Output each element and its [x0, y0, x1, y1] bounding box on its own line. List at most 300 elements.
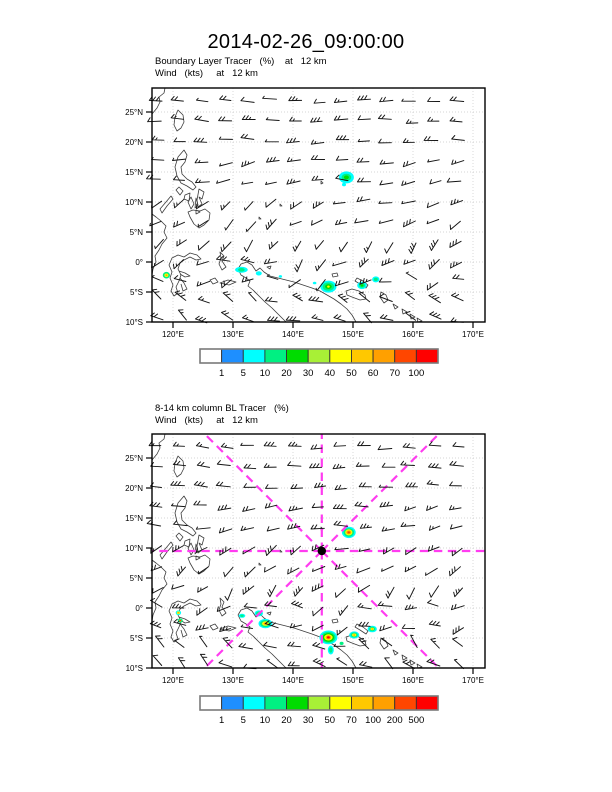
colorbar-cell — [287, 696, 309, 710]
colorbar-cell — [287, 349, 309, 363]
axis-ticks — [146, 112, 473, 328]
tracer-blob-contour — [327, 286, 330, 288]
colorbar-tick-label: 30 — [302, 715, 314, 726]
lat-label: 10°S — [125, 317, 143, 327]
wind-barb — [289, 442, 302, 446]
wind-barb — [379, 220, 393, 224]
coastline — [210, 624, 218, 630]
wind-barb — [333, 505, 346, 509]
wind-barb — [427, 220, 439, 224]
wind-barb — [171, 96, 183, 101]
colorbar-cell — [416, 696, 438, 710]
wind-barb — [177, 566, 186, 576]
wind-barb — [293, 293, 303, 301]
wind-barb — [196, 527, 210, 529]
wind-barb — [453, 275, 464, 280]
flight-track-layer — [152, 434, 485, 668]
wind-barb — [380, 181, 393, 185]
wind-barb — [266, 219, 276, 229]
wind-barb — [266, 182, 277, 184]
colorbar-tick-label: 5 — [240, 368, 246, 379]
coastline — [176, 533, 183, 541]
wind-barb — [335, 589, 345, 598]
wind-barb — [404, 219, 416, 227]
wind-barb — [264, 259, 276, 264]
wind-barb — [429, 294, 441, 303]
wind-barb — [430, 180, 441, 184]
tracer-blob-contour — [327, 636, 330, 638]
colorbar-tick-label: 1 — [218, 368, 225, 379]
coastline-layer — [152, 88, 422, 322]
wind-barb — [401, 523, 415, 527]
tracer-blob-contour — [238, 268, 245, 272]
wind-barb — [194, 482, 207, 488]
wind-barb — [264, 442, 276, 446]
wind-barb — [313, 567, 325, 572]
wind-barb — [335, 280, 348, 285]
wind-barb — [450, 240, 461, 248]
wind-barb — [171, 482, 185, 486]
wind-barb — [313, 643, 325, 650]
wind-barb — [264, 464, 276, 468]
wind-barb — [364, 242, 372, 253]
wind-barb — [174, 199, 184, 208]
colorbar — [200, 349, 438, 379]
tracer-blob-contour — [374, 278, 378, 281]
wind-barb — [452, 160, 464, 164]
colorbar-tick-label: 100 — [408, 368, 425, 379]
wind-barb — [316, 260, 326, 271]
lat-label: 20°N — [125, 483, 143, 493]
wind-barb — [311, 445, 322, 449]
wind-barb — [241, 134, 254, 139]
lon-label: 160°E — [402, 330, 424, 339]
colorbar-tick-label: 20 — [281, 368, 292, 379]
colorbar-tick-label: 40 — [324, 368, 336, 379]
wind-barb — [290, 117, 302, 121]
wind-barb — [406, 120, 418, 124]
wind-barb — [242, 116, 255, 120]
wind-barb — [263, 96, 277, 99]
wind-barb — [382, 527, 394, 531]
wind-barb — [194, 501, 207, 505]
wind-barb — [241, 97, 254, 102]
wind-barb — [244, 464, 256, 468]
wind-barb — [216, 482, 230, 487]
coastline — [174, 456, 184, 477]
lat-label: 20°N — [125, 137, 143, 147]
wind-barb — [197, 608, 207, 615]
wind-barb — [428, 117, 439, 121]
lon-label: 120°E — [162, 676, 184, 685]
wind-barb — [358, 116, 370, 120]
wind-barb — [311, 156, 324, 160]
colorbar-cell — [373, 696, 395, 710]
lon-label: 170°E — [462, 330, 484, 339]
wind-barb — [452, 293, 464, 301]
wind-barb — [429, 526, 439, 531]
wind-barb — [454, 659, 463, 668]
wind-barb — [336, 136, 348, 140]
wind-barb — [217, 461, 230, 466]
wind-barb — [360, 524, 371, 528]
wind-barb — [293, 241, 301, 251]
colorbar-tick-label: 200 — [386, 715, 403, 726]
wind-barb — [219, 117, 232, 121]
tracer-blob-contour — [313, 282, 317, 285]
coastline — [219, 252, 226, 270]
colorbar-cell — [395, 696, 417, 710]
wind-barb — [312, 220, 323, 225]
wind-barb — [147, 175, 161, 179]
coastline — [175, 496, 196, 536]
wind-barb — [334, 98, 346, 102]
wind-barb — [403, 444, 415, 449]
wind-barb — [289, 97, 302, 101]
wind-barb — [287, 179, 300, 184]
wind-barb — [430, 312, 441, 319]
lon-label: 120°E — [162, 330, 184, 339]
colorbar-tick-label: 5 — [240, 715, 246, 726]
wind-barb — [359, 622, 370, 626]
wind-barb — [356, 463, 369, 467]
tracer-blob-contour — [279, 275, 282, 278]
wind-barb — [450, 117, 462, 122]
tracer-blob-contour — [256, 271, 262, 275]
coastline — [169, 253, 201, 296]
wind-barb — [403, 161, 415, 167]
axis-ticks — [146, 458, 473, 674]
wind-barb — [224, 567, 233, 576]
wind-barb — [453, 443, 464, 447]
wind-barb — [288, 642, 301, 647]
wind-barb — [286, 317, 300, 321]
wind-barb — [218, 505, 231, 510]
colorbar-cell — [222, 349, 244, 363]
wind-barb — [382, 566, 394, 571]
wind-barb-layer — [147, 96, 465, 323]
panel2-subtitle-wind: Wind (kts) at 12 km — [155, 415, 258, 426]
wind-barb — [380, 502, 393, 507]
wind-barb — [196, 625, 208, 631]
coastline — [176, 187, 183, 195]
wind-barb — [360, 662, 372, 668]
colorbar-tick-label: 500 — [408, 715, 425, 726]
wind-barb — [357, 158, 369, 162]
colorbar-cell — [373, 349, 395, 363]
colorbar-cell — [222, 696, 244, 710]
wind-barb — [429, 586, 438, 597]
wind-barb — [355, 219, 368, 223]
wind-barb — [428, 600, 439, 606]
wind-barb — [310, 464, 322, 468]
wind-barb — [173, 158, 186, 160]
tracer-contour-layer — [163, 171, 380, 292]
lon-label: 150°E — [342, 330, 364, 339]
wind-barb — [405, 566, 416, 571]
wind-barb — [450, 97, 464, 102]
lat-label: 25°N — [125, 453, 143, 463]
wind-barb — [380, 625, 392, 631]
wind-barb — [334, 521, 348, 526]
wind-barb — [195, 116, 209, 122]
lat-label: 15°N — [125, 167, 143, 177]
wind-barb — [152, 289, 161, 299]
wind-barb — [245, 202, 254, 211]
wind-barb — [178, 310, 186, 320]
wind-barb — [222, 311, 233, 320]
wind-barb — [357, 197, 370, 202]
wind-barb — [265, 503, 276, 508]
coastline — [259, 217, 261, 219]
wind-barb — [295, 260, 303, 272]
wind-barb — [147, 520, 160, 526]
tracer-blob-contour — [178, 612, 180, 613]
wind-barb — [428, 160, 440, 162]
wind-barb — [152, 276, 163, 282]
wind-barb — [450, 461, 464, 466]
wind-barb — [382, 463, 395, 467]
wind-barb — [267, 659, 278, 668]
wind-barb — [172, 504, 185, 507]
wind-barb — [288, 462, 301, 466]
coastline — [332, 619, 338, 623]
coastline — [180, 624, 187, 637]
coastline — [160, 196, 173, 213]
wind-barb — [358, 139, 369, 141]
wind-barb — [406, 272, 417, 279]
wind-barb — [269, 242, 278, 250]
flight-track-leg — [205, 434, 322, 551]
wind-barb — [313, 659, 325, 667]
lon-label: 130°E — [222, 676, 244, 685]
wind-barb — [386, 587, 394, 598]
wind-barb — [429, 260, 439, 270]
wind-barb — [405, 605, 416, 610]
wind-barb — [152, 136, 164, 140]
wind-barb — [241, 526, 254, 530]
wind-barb — [430, 240, 439, 251]
wind-barb — [290, 221, 301, 225]
wind-barb — [172, 585, 184, 589]
coastline — [267, 266, 271, 269]
wind-barb — [450, 482, 462, 486]
wind-barb — [427, 480, 438, 485]
wind-barb — [315, 241, 324, 250]
wind-barb — [265, 297, 277, 302]
colorbar-cell — [200, 349, 222, 363]
wind-barb — [292, 601, 303, 608]
wind-barb — [242, 182, 253, 184]
wind-barb — [315, 483, 326, 488]
wind-barb — [196, 443, 208, 449]
wind-barb — [333, 262, 346, 266]
coastline — [380, 638, 388, 649]
colorbar-cell — [200, 696, 222, 710]
wind-barb — [380, 97, 393, 101]
lat-label: 25°N — [125, 107, 143, 117]
wind-barb — [378, 602, 392, 607]
wind-barb — [313, 202, 323, 208]
coastline — [321, 181, 323, 184]
colorbar-cell — [351, 349, 373, 363]
wind-barb — [268, 317, 280, 321]
tracer-blob-contour — [165, 274, 167, 276]
tracer-blob-contour — [371, 628, 373, 629]
wind-barb — [311, 525, 324, 529]
wind-barb — [152, 201, 162, 208]
wind-barb — [451, 262, 462, 268]
tracer-blob-contour — [180, 620, 181, 621]
wind-barb — [243, 586, 254, 594]
wind-barb — [364, 313, 372, 323]
wind-barb — [220, 163, 233, 166]
colorbar-tick-label: 50 — [346, 368, 357, 379]
wind-barb — [197, 281, 210, 286]
wind-barb — [244, 484, 256, 488]
wind-barb — [246, 222, 255, 232]
lat-label: 10°S — [125, 663, 143, 673]
wind-barb — [359, 258, 368, 267]
wind-barb — [337, 627, 347, 635]
wind-barb — [266, 118, 279, 121]
wind-barb — [357, 178, 370, 182]
wind-barb — [244, 603, 256, 608]
colorbar-cell — [416, 349, 438, 363]
wind-barb — [289, 506, 303, 511]
wind-barb — [287, 138, 300, 143]
coastline — [152, 434, 165, 460]
colorbar-cell — [265, 696, 287, 710]
wind-barb — [225, 589, 232, 601]
wind-barb — [243, 506, 255, 511]
wind-barb — [429, 621, 440, 626]
wind-barb — [447, 178, 461, 182]
wind-barb — [217, 180, 230, 184]
coastline — [238, 269, 286, 322]
wind-barb — [424, 137, 438, 141]
wind-barb — [450, 221, 460, 229]
wind-barb — [378, 446, 392, 450]
wind-barb — [291, 202, 302, 209]
wind-barb — [450, 506, 462, 510]
wind-barb — [198, 587, 208, 593]
wind-barb — [152, 260, 164, 267]
wind-barb — [239, 643, 253, 649]
wind-barb — [197, 98, 208, 101]
colorbar-tick-label: 30 — [302, 368, 314, 379]
wind-barb — [385, 243, 393, 253]
wind-barb — [268, 585, 276, 596]
colorbar-cell — [243, 696, 265, 710]
tracer-blob-contour — [240, 615, 244, 617]
lon-label: 150°E — [342, 676, 364, 685]
coastline — [280, 204, 282, 206]
wind-barb — [334, 315, 345, 321]
wind-barb — [450, 567, 461, 576]
coastline — [410, 660, 415, 665]
wind-barb — [288, 568, 299, 574]
wind-barb — [359, 483, 371, 487]
colorbar-tick-label: 60 — [367, 368, 379, 379]
lat-label: 5°N — [129, 227, 143, 237]
colorbar-tick-label: 1 — [218, 715, 225, 726]
plot-title: 2014-02-26_09:00:00 — [207, 31, 405, 53]
wind-barb — [335, 485, 346, 489]
coastline — [174, 110, 184, 131]
lat-label: 5°S — [130, 633, 143, 643]
panel1-subtitle-tracer: Boundary Layer Tracer (%) at 12 km — [155, 56, 327, 67]
colorbar-tick-label: 70 — [389, 368, 401, 379]
wind-barb — [357, 568, 370, 573]
wind-barb — [221, 242, 231, 252]
wind-barb — [198, 241, 209, 250]
wind-barb — [153, 655, 162, 665]
wind-barb — [225, 220, 233, 230]
wind-barb — [406, 483, 418, 487]
colorbar-cell — [330, 696, 352, 710]
wind-barb — [220, 96, 231, 101]
wind-barb — [178, 658, 184, 668]
wind-barb — [241, 443, 254, 445]
colorbar-cell — [351, 696, 373, 710]
wind-barb — [244, 240, 252, 252]
wind-barb — [244, 567, 255, 577]
lon-label: 130°E — [222, 330, 244, 339]
wind-barb-layer — [147, 442, 464, 669]
coastline — [393, 650, 398, 655]
wind-barb — [451, 604, 464, 609]
lon-label: 170°E — [462, 676, 484, 685]
wind-barb — [195, 159, 208, 163]
wind-barb — [173, 442, 184, 446]
wind-barb — [429, 464, 442, 469]
lat-label: 5°N — [129, 573, 143, 583]
wind-barb — [334, 116, 348, 120]
wind-barb — [333, 464, 345, 468]
tracer-blob-contour — [361, 284, 364, 286]
wind-barb — [431, 639, 440, 649]
lat-label: 15°N — [125, 513, 143, 523]
colorbar-cell — [265, 349, 287, 363]
wind-barb — [427, 203, 439, 208]
coastline — [346, 289, 366, 300]
wind-barb — [427, 506, 438, 511]
wind-barb — [378, 115, 391, 119]
wind-barb — [385, 658, 393, 669]
wind-barb — [405, 506, 416, 510]
wind-barb — [219, 660, 232, 667]
wind-barb — [358, 585, 369, 592]
wind-barb — [454, 588, 463, 597]
wind-barb — [175, 639, 184, 648]
coastline — [332, 273, 338, 277]
wind-barb — [219, 137, 232, 139]
panel1-subtitle-wind: Wind (kts) at 12 km — [155, 68, 258, 79]
wind-barb — [265, 566, 276, 572]
colorbar-tick-label: 100 — [365, 715, 382, 726]
tracer-blob-contour — [340, 642, 344, 645]
colorbar-cell — [308, 349, 330, 363]
wind-barb — [312, 176, 323, 180]
wind-barb — [426, 568, 438, 575]
wind-barb — [177, 240, 187, 246]
wind-barb — [427, 283, 437, 290]
coastline — [267, 612, 271, 615]
lon-label: 140°E — [282, 330, 304, 339]
wind-barb — [379, 278, 391, 282]
wind-barb — [334, 442, 346, 446]
